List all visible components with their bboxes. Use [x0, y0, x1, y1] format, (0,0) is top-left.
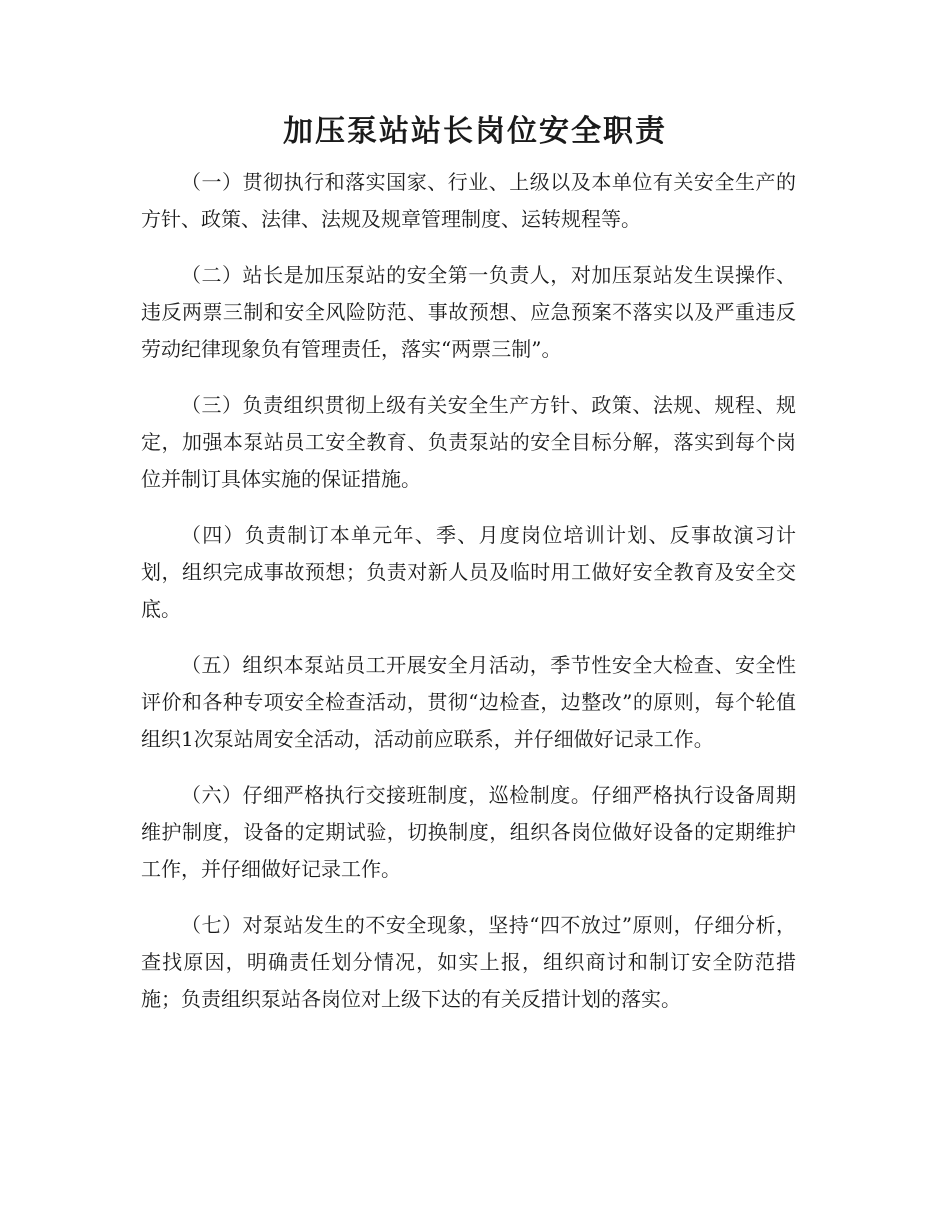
document-title: 加压泵站站长岗位安全职责 — [283, 114, 667, 149]
paragraph-5: （五）组织本泵站员工开展安全月活动，季节性安全大检查、安全性评价和各种专项安全检查活动，贯彻“边检查，边整改”的原则，每个轮值组织1次泵站周安全活动，活动前应联系，并仔细做好记录工作。 — [141, 653, 796, 751]
paragraph-1: （一）贯彻执行和落实国家、行业、上级以及本单位有关安全生产的方针、政策、法律、法规及规章管理制度、运转规程等。 — [141, 170, 796, 231]
paragraph-2: （二）站长是加压泵站的安全第一负责人，对加压泵站发生误操作、违反两票三制和安全风险防范、事故预想、应急预案不落实以及严重违反劳动纪律现象负有管理责任，落实“两票三制”。 — [141, 263, 796, 361]
paragraph-6: （六）仔细严格执行交接班制度，巡检制度。仔细严格执行设备周期维护制度，设备的定期试验，切换制度，组织各岗位做好设备的定期维护工作，并仔细做好记录工作。 — [141, 783, 796, 881]
document-body — [141, 164, 796, 1037]
paragraph-7: （七）对泵站发生的不安全现象，坚持“四不放过”原则，仔细分析，查找原因，明确责任划分情况，如实上报，组织商讨和制订安全防范措施；负责组织泵站各岗位对上级下达的有关反措计划的落实。 — [141, 913, 796, 1011]
paragraph-4: （四）负责制订本单元年、季、月度岗位培训计划、反事故演习计划，组织完成事故预想；负责对新人员及临时用工做好安全教育及安全交底。 — [141, 523, 796, 621]
paragraph-3: （三）负责组织贯彻上级有关安全生产方针、政策、法规、规程、规定，加强本泵站员工安全教育、负责泵站的安全目标分解，落实到每个岗位并制订具体实施的保证措施。 — [141, 393, 796, 491]
